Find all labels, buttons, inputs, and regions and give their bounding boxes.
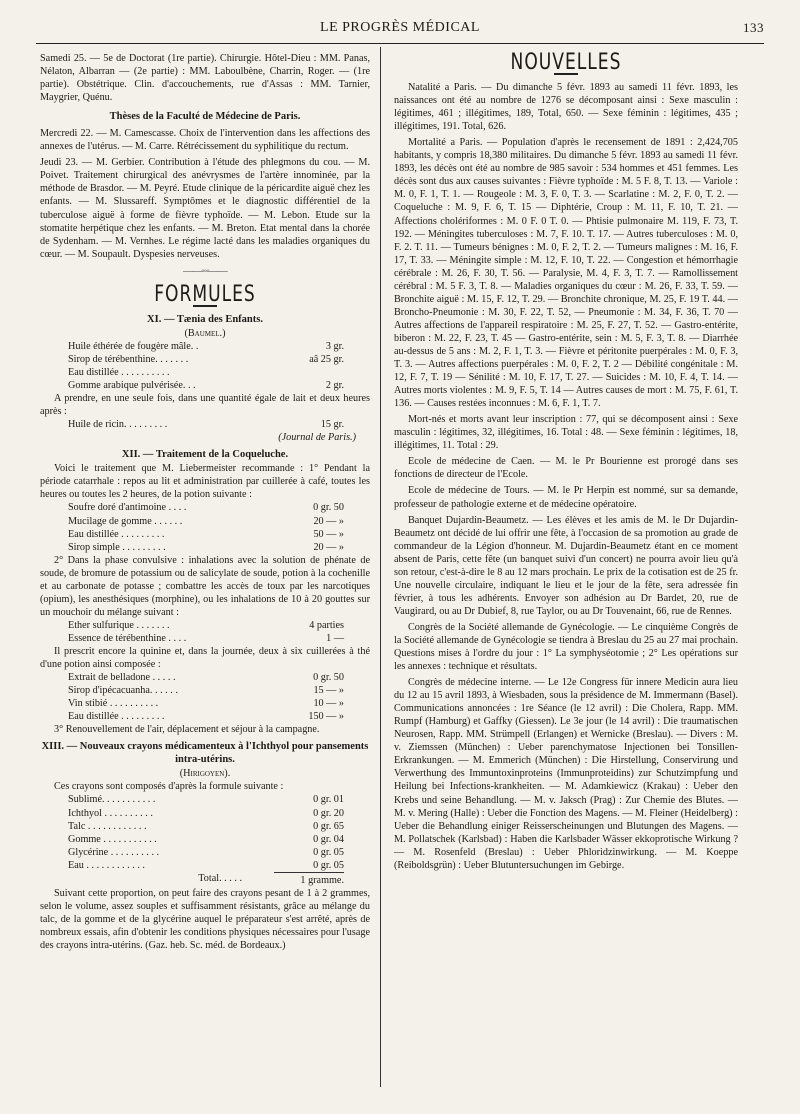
- recipe-line: Ether sulfurique . . . . . . . 4 parties: [68, 619, 344, 631]
- ornament-divider: ——◦◦◦——: [183, 265, 227, 277]
- page-number: 133: [743, 20, 764, 35]
- formula-12-text-1: Voici le traitement que M. Liebermeister recommande : 1° Pendant la période catarrhale : repos au lit et administration par cuillerée à café, toutes les heures ou toutes les 2 heures, de la potion suivante :: [40, 463, 370, 501]
- right-column: [394, 49, 738, 875]
- recipe-line: Soufre doré d'antimoine . . . . 0 gr. 50: [68, 502, 344, 514]
- recipe-line: Huile de ricin. . . . . . . . . 15 gr.: [68, 419, 344, 431]
- mortalite-paragraph: Mortalité a Paris. — Population d'après le recensement de 1891 : 2,424,705 habitants, y compris 18,380 militaires. Du dimanche 5 févr. 1893 au samedi 11 févr. 1893, les décès ont été au nombre de 985 savoir : 534 hommes et 451 femmes. Les décès sont dus aux causes suivantes : Fièvre typhoïde : M. 5 F. 8, T. 13. — Variole : M. 0, F. 1, T. 1. — Rougeole : M. 3, F. 0, T. 3. — Scarlatine : M. 2, F. 0, T. 2. — Coqueluche : M. 9, F. 6, T. 15 — Diphtérie, Croup : M. 11, F. 10, T. 21. — Affections cholériformes : M. 0 F. 0 T. 0. — Phtisie pulmonaire M. 119, F. 73, T. 192. — Méningites tuberculoses : M. 7, F. 10. T. 17. — Autres tuberculoses : M. 0, F. 2. T. 11. — Tumeurs bénignes : M. 0, F. 2, T. 2. — Tumeurs malignes : M. 16, F. 17, T. 33. — Méningite simple : M. 12, F. 10, T. 22. — Congestion et hémorrhagie cérébrale : M. 26, F. 30, T. 56. — Paralysie, M. 4, F. 3, T. 7. — Ramollissement cérébral : M. 5 F. 3, T. 8. — Maladies organiques du cœur : M. 26, F. 33, T. 59. — Bronchite aiguë : M. 15, F. 12, T. 29. — Bronchite chronique, M. 25, F. 19 T. 44. — Broncho-Pneumonie : M. 30, F. 22, T. 52, — Pneumonie : M. 34, F. 36, T. 70 — Autres affections de l'appareil respiratoire : M. 25, F. 27, T. 52. — Gastro-entérite, biberon : M. 22, F. 23, T. 45 — Gastro-entérite, sein : M. 5, F. 3, T. 8. — Diarrhée au-dessus de 5 ans : M. 2, F. 1, T. 3. — Fièvre et péritonite puerpérales : M. 0, F. 3, T. 3. — Autres affections puerpérales : M. 0, F. 2, T. 2 — Débilité congénitale : M. 12, F. 7, T. 19 — Sénilité : M. 10, F. 17, T. 27. — Suicides : M. 10, F. 4, T. 14. — Autres morts violentes : M. 9, F. 5, T. 14 — Autres causes de mort : M. 75, F. 61, T. 136. — Causes restées inconnues : M. 6, F. 1, T. 7.: [394, 137, 738, 410]
- recipe-line: Eau distillée . . . . . . . . . 50 — »: [68, 528, 344, 540]
- formula-12-list-2: [40, 619, 370, 645]
- banquet-paragraph: Banquet Dujardin-Beaumetz. — Les élèves et les amis de M. le Dr Dujardin-Beaumetz ont décidé de lui offrir une fête, à l'occasion de sa promotion au grade de commandeur de la Légion d'honneur. M. Dujardin-Beaumetz étant en ce moment absent de Paris, cette fête (un banquet suivi d'un concert) ne pourra avoir lieu qu'à son retour, c'est-à-dire le 8 au 12 mars prochain. Le prix de la cotisation est de 25 fr. Une nouvelle circulaire, indiquant le lieu et le jour de la fête, sera adressée fin février, à tous les adhérents. Envoyer son adhésion au Dr Bardet, 20, rue de Vaugirard, ou au Dr Dubief, 8, rue Taylor, ou au Dr Touvenaint, 66, rue de Rennes.: [394, 514, 738, 617]
- congres-medecine-interne-paragraph: Congrès de médecine interne. — Le 12e Congress für innere Medicin aura lieu du 12 au 15 avril 1893, à Wiesbaden, sous la présidence de M. Immermann (Basel). Communications annoncées : 1re Séance (le 12 avril) : Die Cholera, Rapp. MM. Rumpf (Hamburg) et Gaffky (Giessen). Le 3e jour (le 14 avril) : Die traumatischen Neurosen, Rapp. MM. Strümpell (Erlangen) et Wernicke (Breslau). — Divers : M. v. Ziemssen (München) : Ueber parenchymatose Injectionen bei Tonsillen-Erkrankungen. — M. Emmerich (München) : Die Hirstellung, Conservirung und Verwerthung des Immuntoxinproteins (Immunproteidins) zur Schutzimpfung und Heilung bei Infections-krankheiten. — M. Adamkiewicz (Krakau) : Ueber den Krebs und seine Behandlung. — M. v. Jaksch (Prag) : Zur Chemie des Blutes. — M. v. Mering (Halle) : Ueber die Fonction des Magens. — M. Fleiner (Heidelberg) : Ueber die Behandlung einiger Reisserscheinungen und Blutungen des Magens. — M. Pollatschek (Karlsbad) : Haben die Karlsbader Wässer ekkoprotische Wirkung ? — M. Rosenfeld (Breslau) : Ueber Phloridzinwirkung. — M. Koeppe (Reiboldsgrün) : Ueber Blutuntersuchungen im Gebirge.: [394, 677, 738, 871]
- theses-title: Thèses de la Faculté de Médecine de Paris.: [109, 111, 301, 123]
- recipe-line: Eau distillée . . . . . . . . . 150 — »: [68, 711, 344, 723]
- recipe-line: Talc . . . . . . . . . . . . 0 gr. 65: [68, 820, 344, 832]
- left-column: [40, 52, 370, 952]
- formula-13-list: [40, 793, 370, 871]
- recipe-line: Sublimé. . . . . . . . . . . 0 gr. 01: [68, 794, 344, 806]
- formula-11-author: (Baumel.): [184, 327, 226, 339]
- congres-gynecologie-paragraph: Congrès de la Société allemande de Gynécologie. — Le cinquième Congrès de la Société allemande de Gynécologie se tiendra à Breslau du 25 au 27 mai prochain. Questions mises à l'ordre du jour : 1° La symphyséotomie ; 2° Les opérations sur les annexes : technique et résultats.: [394, 621, 738, 673]
- nouvelles-title: NOUVELLES: [510, 49, 622, 75]
- recipe-line: Eau . . . . . . . . . . . . 0 gr. 05: [68, 859, 344, 871]
- recipe-line: Gomme arabique pulvérisée. . . 2 gr.: [68, 380, 344, 392]
- theses-thursday: Jeudi 23. — M. Gerbier. Contribution à l'étude des phlegmons du cou. — M. Poivet. Traitement chirurgical des anévrysmes de l'artère innominée, par la méthode de Brasdor. — M. Peyré. Etude clinique de la péricardite aiguë chez les enfants. — M. Slussareff. Symptômes et le diagnostic différentiel de la tuberculose aiguë à forme de fièvre typhoïde. — M. Lebon. Etude sur la stomatite herpétique chez les enfants. — M. Breton. Etat mental dans la chorée de Sydenham. — M. Vernhes. Le régime lacté dans les maladies organiques du cœur. — M. Soupault. Dyspesies nerveuses.: [40, 157, 370, 260]
- running-title: LE PROGRÈS MÉDICAL: [320, 20, 480, 35]
- recipe-line: Glycérine . . . . . . . . . . 0 gr. 05: [68, 846, 344, 858]
- recipe-line: Vin stibié . . . . . . . . . . 10 — »: [68, 698, 344, 710]
- formula-13-text-1: Ces crayons sont composés d'après la formule suivante :: [54, 781, 284, 793]
- column-divider: [380, 47, 381, 1087]
- formula-13-text-2: Suivant cette proportion, on peut faire des crayons pesant de 1 à 2 grammes, selon le volume, assez souples et suffisamment résistants, grâce au mélange du talc, de la gomme et de la glycérine auquel le préparateur s'est arrêté, après de nombreux essais, afin d'obtenir les conditions physiques nécessaires pour l'usage des crayons intra-utérins. (Gaz. heb. Sc. méd. de Bordeaux.): [40, 887, 370, 951]
- formula-11-source: (Journal de Paris.): [278, 432, 356, 444]
- recipe-line: Sirop d'ipécacuanha. . . . . . 15 — »: [68, 685, 344, 697]
- recipe-line: Huile éthérée de fougère mâle. . 3 gr.: [68, 340, 344, 352]
- recipe-line: Gomme . . . . . . . . . . . 0 gr. 04: [68, 833, 344, 845]
- recipe-line: Eau distillée . . . . . . . . . .: [68, 366, 170, 378]
- ecole-caen-paragraph: Ecole de médecine de Caen. — M. le Pr Bourienne est prorogé dans ses fonctions de directeur de l'Ecole.: [394, 456, 738, 481]
- recipe-line: Sirop de térébenthine. . . . . . . aâ 25 gr.: [68, 353, 344, 365]
- formula-12-text-3: Il prescrit encore la quinine et, dans la journée, deux à six cuillerées à thé d'une potion ainsi composée :: [40, 645, 370, 671]
- recipe-line: Sirop simple . . . . . . . . . 20 — »: [68, 541, 344, 553]
- mort-nes-paragraph: Mort-nés et morts avant leur inscription : 77, qui se décomposent ainsi : Sexe masculin : légitimes, 32, illégitimes, 16. Total : 48. — Sexe féminin : légitimes, 18, illégitimes, 11. Total : 29.: [394, 414, 738, 452]
- formula-11-list: [40, 340, 370, 392]
- header-rule: [36, 43, 764, 44]
- natalite-paragraph: Natalité a Paris. — Du dimanche 5 févr. 1893 au samedi 11 févr. 1893, les naissances ont été au nombre de 1276 se décomposant ainsi : Sexe masculin : légitimes, 461 ; illégitimes, 189, Total, 650. — Sexe féminin : légitimes, 435 ; illégitimes, 191. Total, 626.: [394, 82, 738, 133]
- formula-13-total: Total. . . . . 1 gramme.: [198, 872, 344, 886]
- formula-12-list-3: [40, 671, 370, 723]
- formula-11-title: XI. — Tænia des Enfants.: [147, 313, 263, 325]
- formula-12-title: XII. — Traitement de la Coqueluche.: [121, 449, 289, 461]
- recipe-line: Extrait de belladone . . . . . 0 gr. 50: [68, 672, 344, 684]
- formula-13-title: XIII. — Nouveaux crayons médicamenteux à l'Ichthyol pour pansements intra-utérins.: [41, 741, 369, 766]
- formules-title: FORMULES: [154, 281, 256, 307]
- formula-12-text-2: 2° Dans la phase convulsive : inhalations avec la solution de phénate de soude, de bromure de potassium ou de salicylate de soude, potion à la cochenille et au carbonate de potasse ; combattre les accès de toux par les narcotiques (opium), les anesthésiques (morphine), ou les inhalations de 10 à 20 gouttes sur un mouchoir du mélange suivant :: [40, 554, 370, 618]
- recipe-line: Mucilage de gomme . . . . . . 20 — »: [68, 515, 344, 527]
- formula-11-text: A prendre, en une seule fois, dans une quantité égale de lait et deux heures après :: [40, 393, 370, 418]
- formula-12-text-4: 3° Renouvellement de l'air, déplacement et séjour à la campagne.: [54, 724, 320, 736]
- theses-wednesday: Mercredi 22. — M. Camescasse. Choix de l'intervention dans les affections des annexes de l'utérus. — M. Carre. Rétrécissement du syphilitique du rectum.: [40, 128, 370, 153]
- recipe-line: Essence de térébenthine . . . . 1 —: [68, 632, 344, 644]
- ecole-tours-paragraph: Ecole de médecine de Tours. — M. le Pr Herpin est nommé, sur sa demande, professeur de pathologie externe et de médecine opératoire.: [394, 485, 738, 510]
- formula-12-list-1: [40, 501, 370, 553]
- page-header: [36, 18, 764, 40]
- formula-13-author: (Hirigoyen).: [179, 768, 231, 780]
- exam-schedule-paragraph: Samedi 25. — 5e de Doctorat (1re partie). Chirurgie. Hôtel-Dieu : MM. Panas, Nélaton, Albarran — (2e partie) : MM. Laboulbène, Charrin, Roger. — (1re partie). Obstétrique. Clin. d'accouchements, rue d'Assas : MM. Tarnier, Maygrier, Quénu.: [40, 53, 370, 104]
- recipe-line: Ichthyol . . . . . . . . . . 0 gr. 20: [68, 807, 344, 819]
